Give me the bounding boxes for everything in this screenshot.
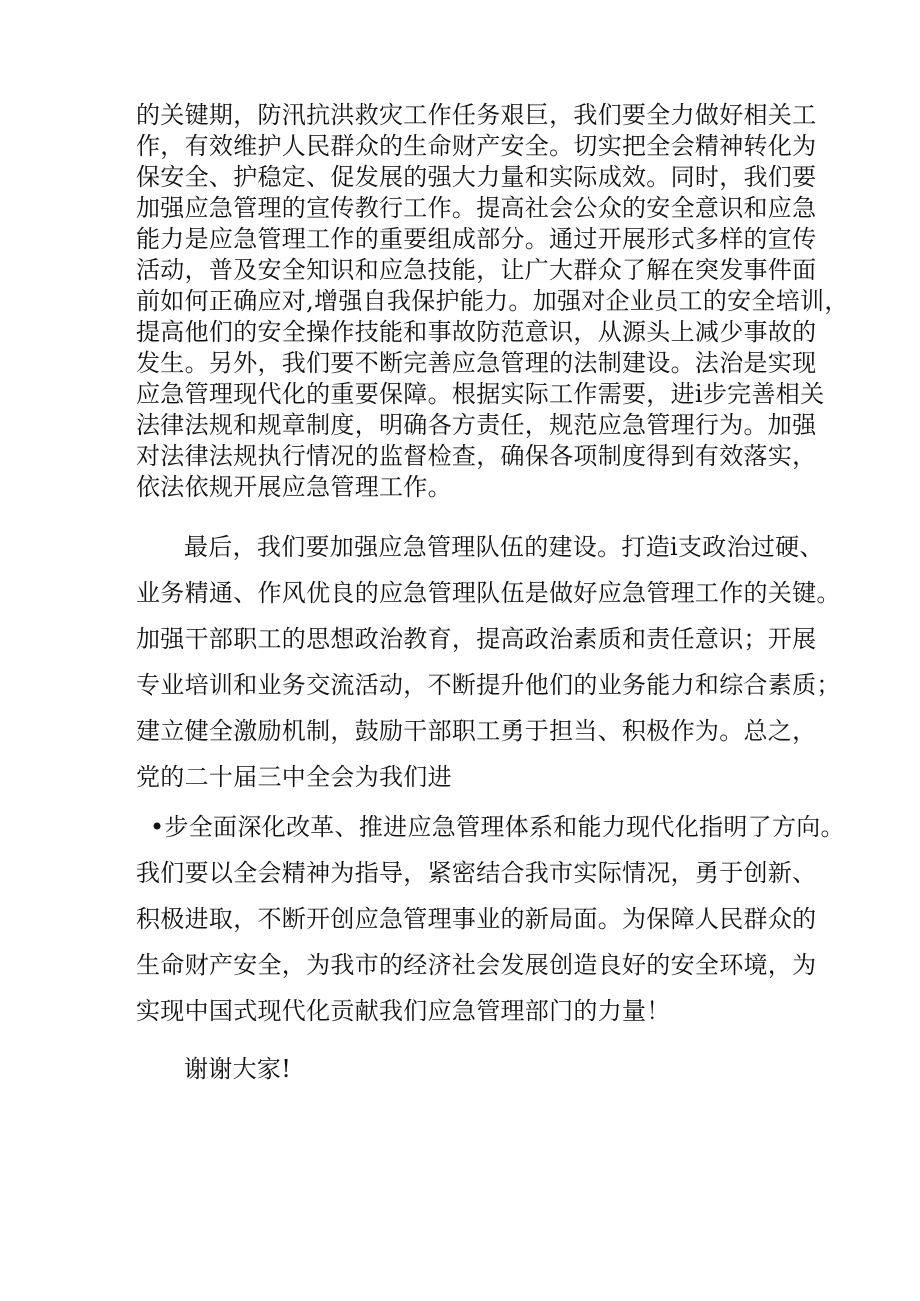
paragraph1-line-3: 保安全、护稳定、促发展的强大力量和实际成效。同时，我们要 bbox=[136, 163, 817, 191]
paragraph1-line-2: 作，有效维护人民群众的生命财产安全。切实把全会精神转化为 bbox=[136, 132, 817, 160]
paragraph2-line-2: 业务精通、作风优良的应急管理队伍是做好应急管理工作的关键。 bbox=[136, 579, 841, 607]
paragraph2-line-3: 加强干部职工的思想政治教育，提高政治素质和责任意识；开展 bbox=[136, 625, 817, 653]
paragraph1-line-1: 的关键期，防汛抗洪救灾工作任务艰巨，我们要全力做好相关工 bbox=[136, 101, 817, 129]
paragraph1-line-6: 活动，普及安全知识和应急技能，让广大群众了解在突发事件面 bbox=[136, 256, 817, 284]
paragraph3-line-5: 实现中国式现代化贡献我们应急管理部门的力量！ bbox=[136, 997, 671, 1025]
paragraph1-line-8: 提高他们的安全操作技能和事故防范意识，从源头上减少事故的 bbox=[136, 318, 817, 346]
paragraph1-line-12: 对法律法规执行情况的监督检查，确保各项制度得到有效落实， bbox=[136, 442, 817, 470]
paragraph1-line-11: 法律法规和规章制度，明确各方责任，规范应急管理行为。加强 bbox=[136, 411, 817, 439]
paragraph2-line-1: 最后，我们要加强应急管理队伍的建设。打造i支政治过硬、 bbox=[184, 533, 824, 561]
paragraph1-line-4: 加强应急管理的宣传教行工作。提高社会公众的安全意识和应急 bbox=[136, 194, 817, 222]
paragraph2-line-4: 专业培训和业务交流活动，不断提升他们的业务能力和综合素质； bbox=[136, 671, 841, 699]
paragraph3-line-1: •步全面深化改革、推进应急管理体系和能力现代化指明了方向。 bbox=[150, 813, 845, 841]
paragraph1-line-5: 能力是应急管理工作的重要组成部分。通过开展形式多样的宣传 bbox=[136, 225, 817, 253]
paragraph1-line-7: 前如何正确应对,增强自我保护能力。加强对企业员工的安全培训， bbox=[136, 287, 849, 315]
paragraph2-line-5: 建立健全激励机制，鼓励干部职工勇于担当、积极作为。总之， bbox=[136, 717, 817, 745]
paragraph3-line-2: 我们要以全会精神为指导，紧密结合我市实际情况，勇于创新、 bbox=[136, 859, 817, 887]
paragraph1-line-13: 依法依规开展应急管理工作。 bbox=[136, 473, 452, 501]
closing-thanks: 谢谢大家! bbox=[184, 1055, 292, 1083]
paragraph1-line-9: 发生。另外，我们要不断完善应急管理的法制建设。法治是实现 bbox=[136, 349, 817, 377]
paragraph1-line-10: 应急管理现代化的重要保障。根据实际工作需要，进i步完善相关 bbox=[136, 380, 825, 408]
paragraph2-line-6: 党的二十届三中全会为我们进 bbox=[136, 763, 452, 791]
paragraph3-line-4: 生命财产安全，为我市的经济社会发展创造良好的安全环境，为 bbox=[136, 951, 817, 979]
paragraph3-line-3: 积极进取，不断开创应急管理事业的新局面。为保障人民群众的 bbox=[136, 905, 817, 933]
